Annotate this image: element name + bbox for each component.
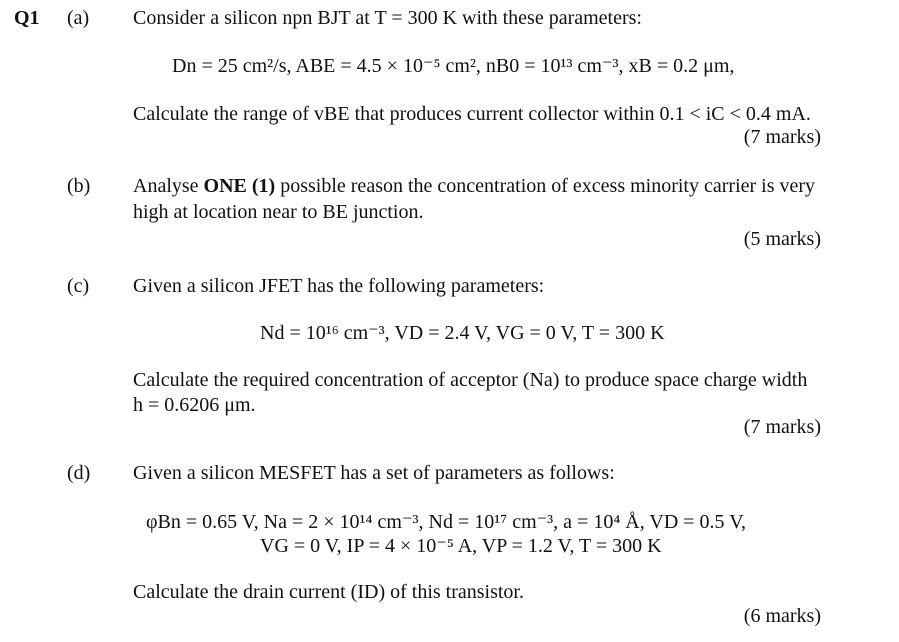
part-a-marks: (7 marks): [743, 126, 821, 148]
part-b-line2: high at location near to BE junction.: [133, 201, 424, 223]
part-b-line1-pre: Analyse: [133, 175, 204, 197]
part-c-marks: (7 marks): [743, 416, 821, 438]
part-d-equation-line2: VG = 0 V, IP = 4 × 10⁻⁵ A, VP = 1.2 V, T = 300 K: [260, 535, 662, 557]
part-a-intro: Consider a silicon npn BJT at T = 300 K with these parameters:: [133, 7, 642, 29]
question-number: Q1: [14, 7, 40, 29]
part-a-equation: Dn = 25 cm²/s, ABE = 4.5 × 10⁻⁵ cm², nB0 = 10¹³ cm⁻³, xB = 0.2 μm,: [172, 55, 735, 77]
part-d-label: (d): [67, 462, 91, 484]
part-a-label: (a): [67, 7, 90, 29]
part-b-line1-post: possible reason the concentration of excess minority carrier is very: [275, 175, 816, 197]
part-b-line1-bold: ONE (1): [203, 175, 276, 197]
part-d-marks: (6 marks): [743, 605, 821, 627]
part-c-label: (c): [67, 275, 90, 297]
part-d-intro: Given a silicon MESFET has a set of parameters as follows:: [133, 462, 615, 484]
part-d-equation-line1: φBn = 0.65 V, Na = 2 × 10¹⁴ cm⁻³, Nd = 10¹⁷ cm⁻³, a = 10⁴ Å, VD = 0.5 V,: [146, 511, 747, 533]
part-d-task: Calculate the drain current (ID) of this transistor.: [133, 581, 524, 603]
part-c-equation: Nd = 10¹⁶ cm⁻³, VD = 2.4 V, VG = 0 V, T = 300 K: [260, 322, 665, 344]
part-b-label: (b): [67, 175, 91, 197]
part-c-intro: Given a silicon JFET has the following parameters:: [133, 275, 545, 297]
part-b-marks: (5 marks): [743, 228, 821, 250]
part-c-task-line1: Calculate the required concentration of acceptor (Na) to produce space charge width: [133, 369, 808, 391]
part-a-task: Calculate the range of vBE that produces current collector within 0.1 < iC < 0.4 mA.: [133, 103, 811, 125]
part-c-task-line2: h = 0.6206 μm.: [133, 394, 256, 416]
part-b-line1: [133, 176, 815, 196]
